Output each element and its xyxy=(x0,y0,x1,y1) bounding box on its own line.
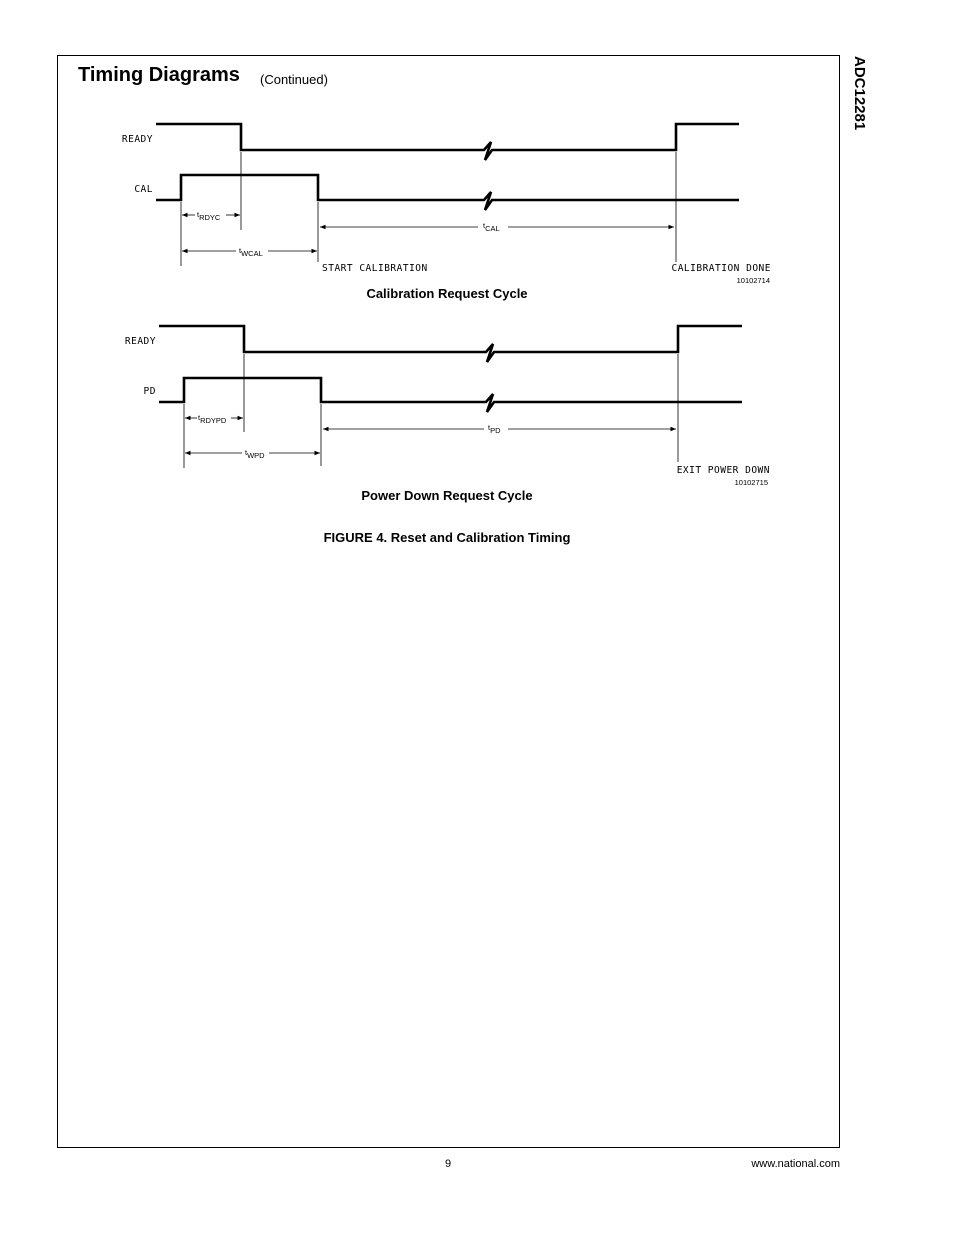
t-rdyc-label: tRDYC xyxy=(197,210,221,222)
calibration-done-label: CALIBRATION DONE xyxy=(671,263,771,274)
cal-waveform xyxy=(156,175,739,210)
timing-diagrams-svg xyxy=(0,0,954,560)
page-number: 9 xyxy=(445,1158,452,1170)
t-pd-label: tPD xyxy=(488,423,501,435)
pd-signal-label: PD xyxy=(143,386,156,397)
t-cal-label: tCAL xyxy=(483,221,500,233)
section-subtitle: (Continued) xyxy=(260,72,328,87)
exit-power-down-label: EXIT POWER DOWN xyxy=(676,465,770,476)
calibration-timing-diagram xyxy=(122,124,771,285)
section-title: Timing Diagrams xyxy=(78,64,240,86)
t-rdypd-label: tRDYPD xyxy=(198,413,227,425)
power-down-timing-diagram xyxy=(125,326,770,487)
ready-waveform-2 xyxy=(159,326,742,362)
cal-signal-label: CAL xyxy=(134,184,153,195)
power-down-cycle-caption: Power Down Request Cycle xyxy=(361,488,533,503)
figure-caption: FIGURE 4. Reset and Calibration Timing xyxy=(323,530,571,545)
calibration-cycle-caption: Calibration Request Cycle xyxy=(366,286,528,301)
side-part-number: ADC12281 xyxy=(851,56,868,131)
figure-id-1: 10102714 xyxy=(736,276,770,285)
footer-url-link[interactable]: www.national.com xyxy=(751,1158,840,1170)
ready-signal-label-1: READY xyxy=(121,134,153,145)
ready-waveform-1 xyxy=(156,124,739,160)
t-wcal-label: tWCAL xyxy=(239,246,263,258)
t-wpd-label: tWPD xyxy=(245,448,265,460)
start-calibration-label: START CALIBRATION xyxy=(322,263,428,274)
pd-waveform xyxy=(159,378,742,412)
ready-signal-label-2: READY xyxy=(124,336,156,347)
figure-id-2: 10102715 xyxy=(734,478,768,487)
